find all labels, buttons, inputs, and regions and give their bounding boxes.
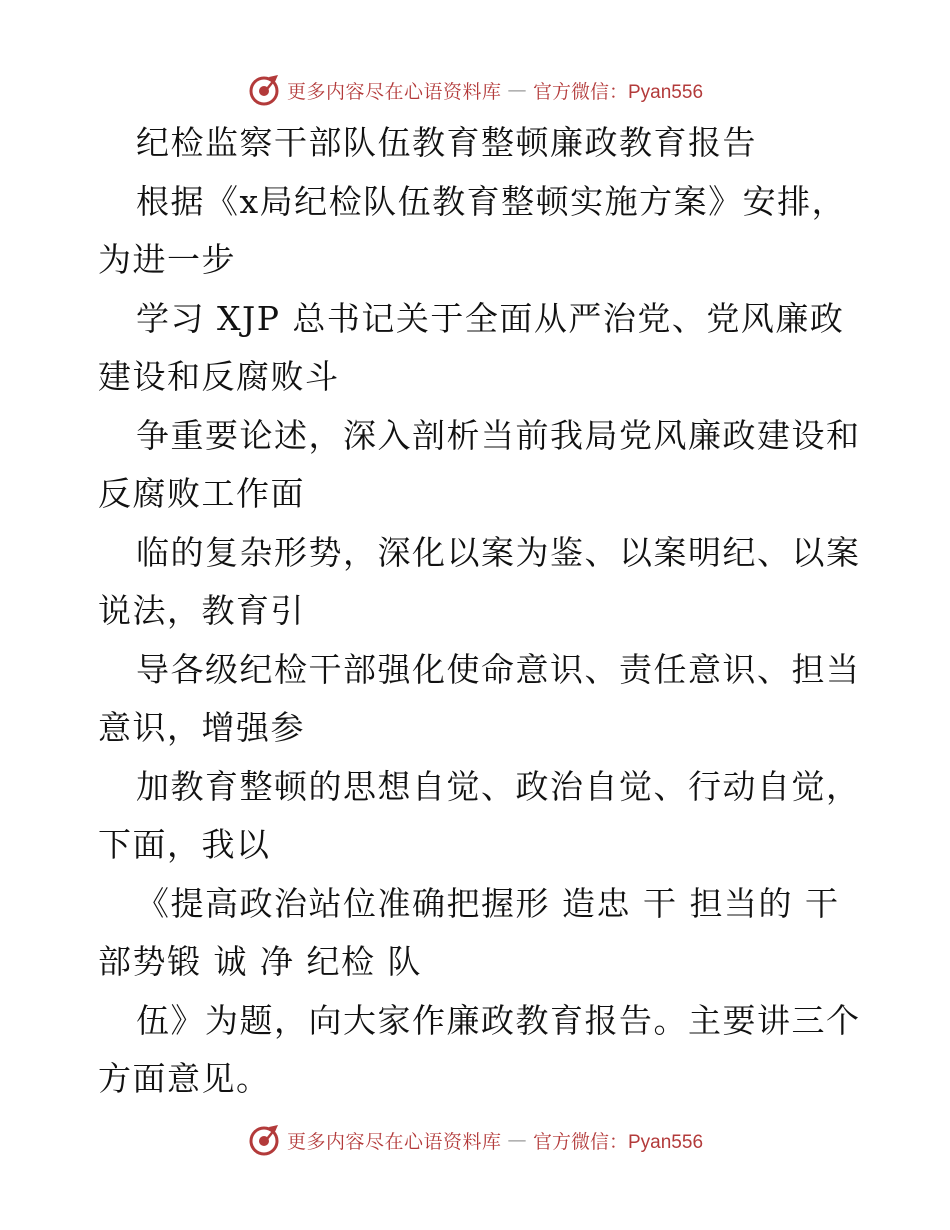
watermark-wechat: 官方微信：Pyan556 (533, 1131, 704, 1153)
paragraph-line: 根据《x局纪检队伍教育整顿实施方案》安排， (136, 181, 847, 221)
paragraph-line: 导各级纪检干部强化使命意识、责任意识、担当 (136, 649, 861, 689)
paragraph-line: 说法，教育引 (98, 591, 305, 630)
watermark-text: 更多内容尽在心语资料库 (286, 80, 502, 103)
paragraph-line: 建设和反腐败斗 (98, 357, 340, 396)
header-watermark (0, 70, 950, 110)
paragraph-line: 方面意见。 (98, 1059, 271, 1098)
paragraph-line: 意识，增强参 (98, 708, 305, 747)
paragraph-line: 争重要论述，深入剖析当前我局党风廉政建设和 (136, 415, 861, 455)
watermark-dash: — (507, 1129, 527, 1151)
document-body (98, 114, 861, 1109)
watermark-wechat: 官方微信：Pyan556 (533, 81, 704, 103)
paragraph-line: 为进一步 (98, 240, 236, 279)
paragraph-line: 部势锻 诚 净 纪检 队 (98, 942, 422, 981)
paragraph-line: 学习 XJP 总书记关于全面从严治党、党风廉政 (136, 298, 845, 338)
paragraph-line: 《提高政治站位准确把握形 造忠 干 担当的 干 (136, 883, 840, 923)
paragraph-line: 加教育整顿的思想自觉、政治自觉、行动自觉， (136, 766, 861, 806)
footer-watermark (0, 1120, 950, 1160)
document-title: 纪检监察干部队伍教育整顿廉政教育报告 (136, 123, 757, 162)
watermark-dash: — (507, 79, 527, 101)
brush-logo-icon (247, 73, 281, 107)
paragraph-line: 伍》为题，向大家作廉政教育报告。主要讲三个 (136, 1000, 861, 1040)
paragraph-line: 反腐败工作面 (98, 474, 305, 513)
brush-logo-icon (247, 1123, 281, 1157)
paragraph-line: 下面，我以 (98, 825, 271, 864)
paragraph-line: 临的复杂形势，深化以案为鉴、以案明纪、以案 (136, 532, 861, 572)
watermark-text: 更多内容尽在心语资料库 (286, 1130, 502, 1153)
